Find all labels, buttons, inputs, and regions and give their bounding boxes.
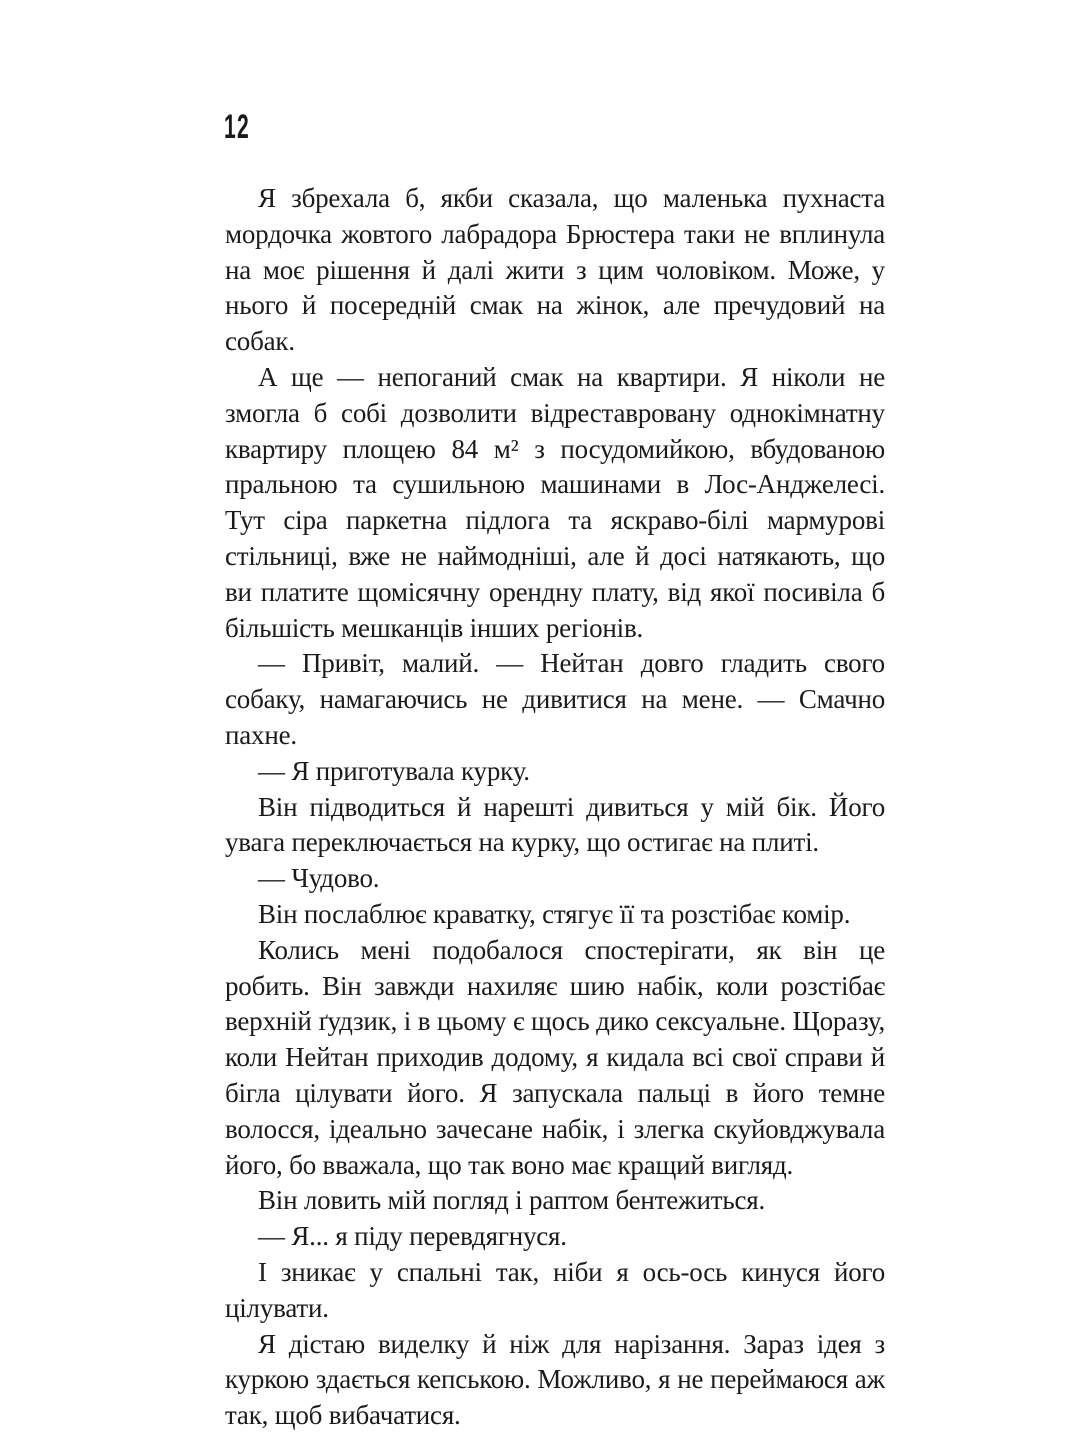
paragraph-dialogue: — Привіт, малий. — Нейтан довго гладить свого собаку, намагаючись не дивитися на мене. — Смачно пахне. [225,648,885,750]
paragraph: Я збрехала б, якби сказала, що маленька пухнаста мордочка жовтого лабрадора Брюстера таки не вплинула на моє рішення й далі жити з цим чоловіком. Може, у нього й посередній смак на жінок, але пречудовий на собак. [225,183,885,357]
paragraph: Він послаблює краватку, стягує її та розстібає комір. [258,898,851,929]
paragraph: Колись мені подобалося спостерігати, як він це робить. Він завжди нахиляє шию набік, коли розстібає верхній ґудзик, і в цьому є щось дико сексуальне. Щоразу, коли Нейтан приходив додому, я кидала всі свої справи й бігла цілувати його. Я запускала пальці в його темне волосся, ідеально зачесане набік, і злегка скуйовджувала його, бо вважала, що так воно має кращий вигляд. [225,934,885,1180]
paragraph-dialogue: — Я приготувала курку. [258,755,530,786]
paragraph: Я дістаю виделку й ніж для нарізання. Зараз ідея з куркою здається кепською. Можливо, я не переймаюся аж так, щоб вибачатися. [225,1328,885,1431]
paragraph: І зникає у спальні так, ніби я ось-ось кинуся його цілувати. [225,1256,885,1323]
paragraph: Він підводиться й нарешті дивиться у мій бік. Його увага переключається на курку, що остигає на плиті. [225,791,885,858]
paragraph: А ще — непоганий смак на квартири. Я ніколи не змогла б собі дозволити відреставровану однокімнатну квартиру площею 84 м² з посудомийкою, вбудованою пральною та сушильною машинами в Лос-Анджелесі. Тут сіра паркетна підлога та яскраво-білі мармурові стільниці, вже не наймодніші, але й досі натякають, що ви платите щомісячну орендну плату, від якої посивіла б більшість мешканців інших регіонів. [225,361,885,643]
paragraph-dialogue: — Чудово. [258,863,380,894]
body-text-block [225,181,885,1434]
paragraph: Він ловить мій погляд і раптом бентежиться. [258,1185,766,1216]
page-number: 12 [224,108,250,146]
paragraph-dialogue: — Я... я піду перевдягнуся. [258,1221,567,1252]
